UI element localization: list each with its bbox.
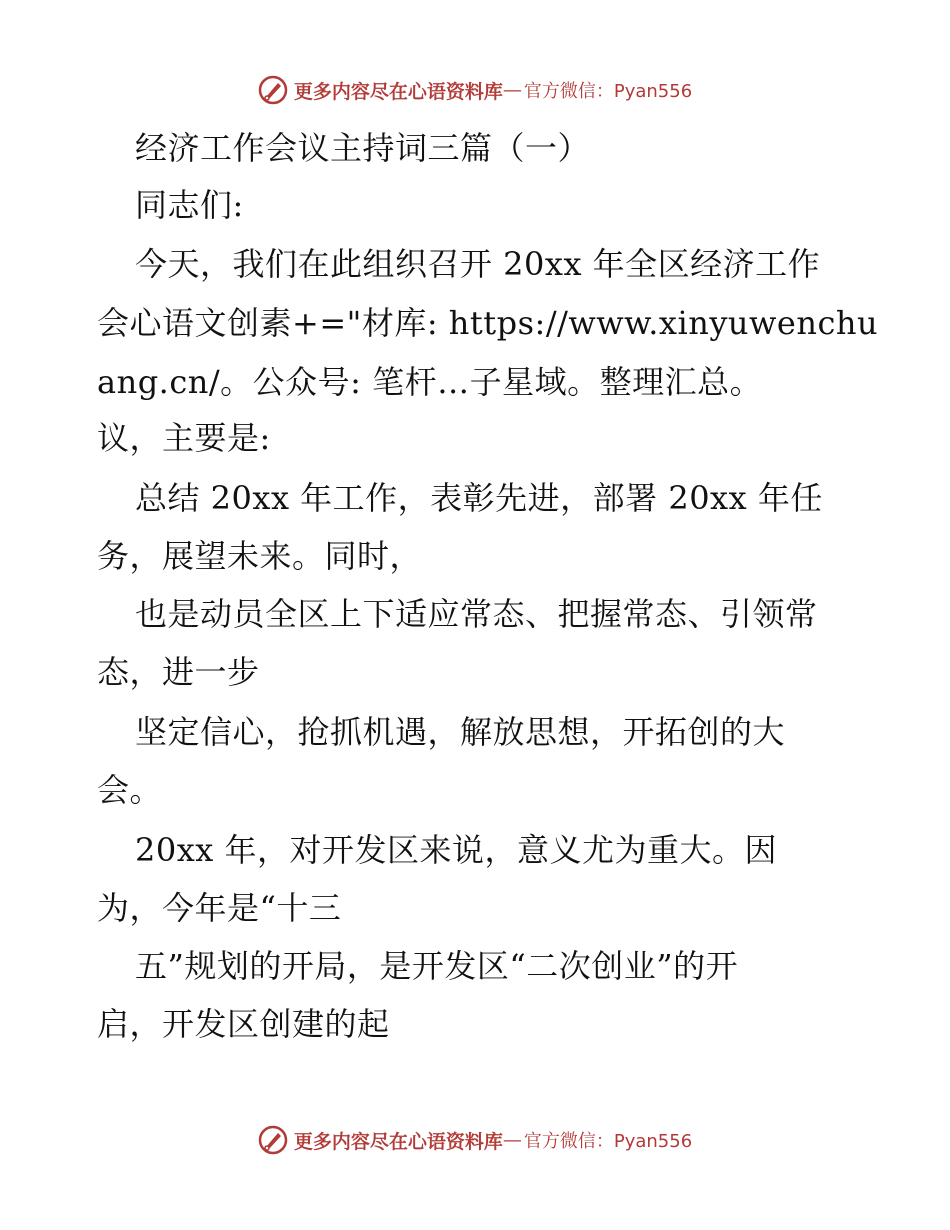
doc-line: 态，进一步 [97,653,260,691]
doc-line: 20xx 年，对开发区来说，意义尤为重大。因 [135,831,777,869]
header-slogan: 更多内容尽在心语资料库 [293,80,503,103]
footer-banner [0,1120,950,1160]
footer-dash: — [502,1129,522,1151]
doc-line: 会心语文创素+="材库: https://www.xinyuwenchu [97,304,879,342]
footer-slogan: 更多内容尽在心语资料库 [293,1130,503,1153]
doc-line: 总结 20xx 年工作，表彰先进，部署 20xx 年任 [135,479,823,517]
doc-line: 启，开发区创建的起 [97,1005,390,1043]
doc-line: 五”规划的开局，是开发区“二次创业”的开 [135,947,739,985]
doc-line: 也是动员全区上下适应常态、把握常态、引领常 [135,595,818,633]
doc-line: 议，主要是: [97,419,271,457]
pen-logo-icon [258,75,288,105]
doc-line: 为，今年是“十三 [97,889,342,927]
doc-line: 务，展望未来。同时， [97,537,423,575]
pen-logo-icon [258,1125,288,1155]
doc-line: 会。 [97,771,163,809]
doc-title: 经济工作会议主持词三篇（一） [135,129,591,167]
header-wechat: 官方微信：Pyan556 [523,81,693,102]
footer-wechat: 官方微信：Pyan556 [523,1131,693,1152]
doc-line: ang.cn/。公众号: 笔杆…子星域。整理汇总。 [97,363,763,401]
doc-line: 今天，我们在此组织召开 20xx 年全区经济工作 [135,245,821,283]
doc-line: 同志们: [135,186,244,224]
header-banner [0,70,950,110]
doc-line: 坚定信心，抢抓机遇，解放思想，开拓创的大 [135,713,786,751]
header-dash: — [502,79,522,101]
